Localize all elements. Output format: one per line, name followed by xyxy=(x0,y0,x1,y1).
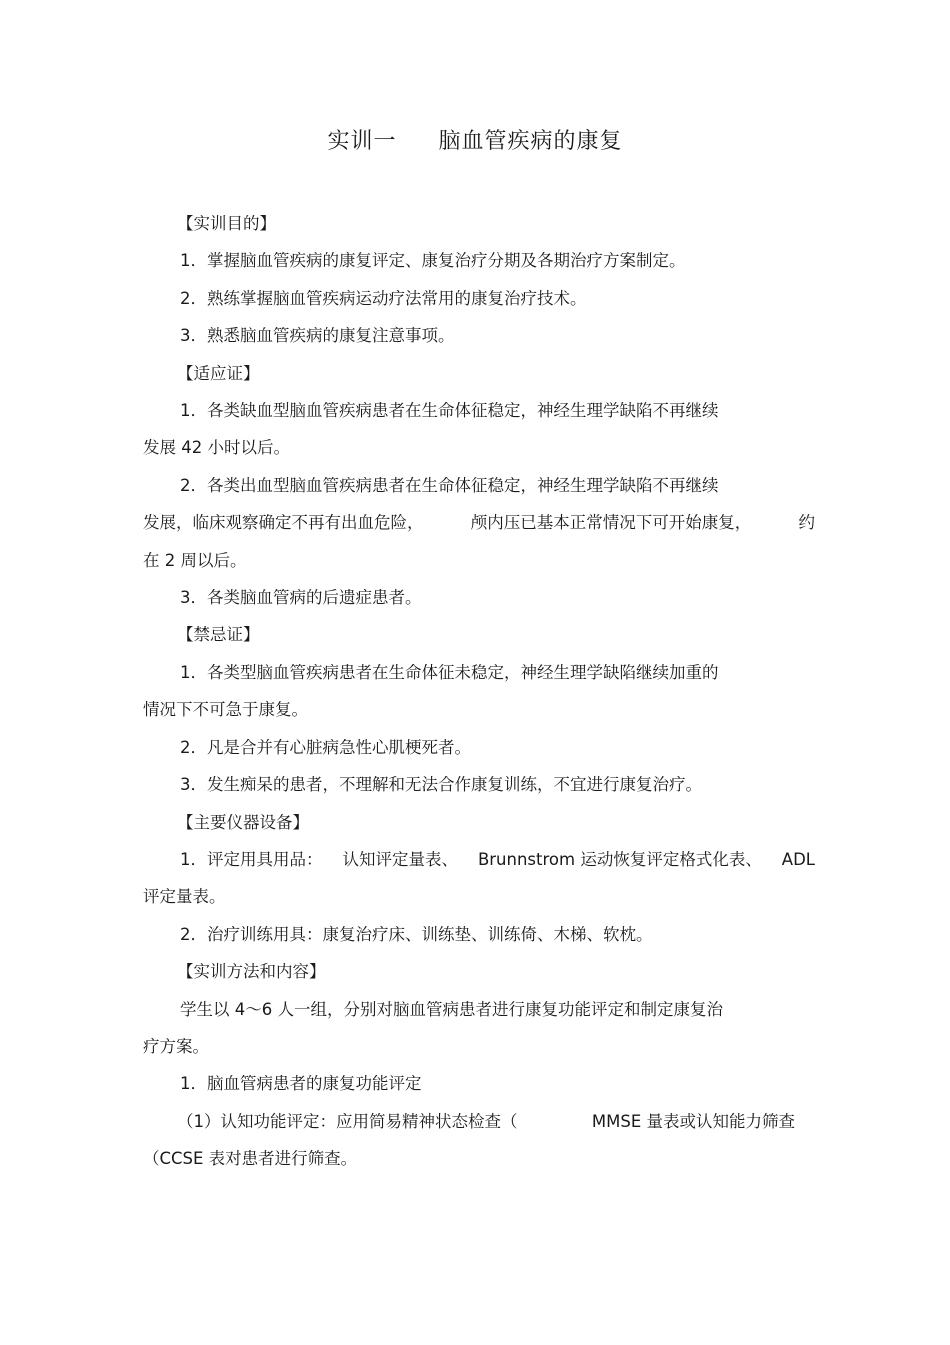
indication-item-1-line-1: 1．各类缺血型脑血管疾病患者在生命体征稳定，神经生理学缺陷不再继续 xyxy=(180,401,719,421)
contra-item-1-line-2: 情况下不可急于康复。 xyxy=(143,700,308,720)
method-item-1-1-line-2: （CCSE 表对患者进行筛查。 xyxy=(143,1149,358,1169)
indication-item-1-line-2: 发展 42 小时以后。 xyxy=(143,438,290,458)
document-body xyxy=(143,205,815,1178)
indication-item-2-line-2-part-1: 发展，临床观察确定不再有出血危险， xyxy=(143,513,424,533)
method-intro-line-1: 学生以 4～6 人一组，分别对脑血管病患者进行康复功能评定和制定康复治 xyxy=(180,999,723,1019)
title-part-2: 脑血管疾病的康复 xyxy=(438,129,623,154)
indication-item-2-line-3: 在 2 周以后。 xyxy=(143,550,247,570)
title-part-1: 实训一 xyxy=(327,129,397,154)
document-title xyxy=(0,124,950,155)
section-heading-equipment: 【主要仪器设备】 xyxy=(177,812,309,832)
equipment-item-1-part-3: Brunnstrom 运动恢复评定格式化表、 xyxy=(477,849,762,869)
indication-item-2-line-1: 2．各类出血型脑血管疾病患者在生命体征稳定，神经生理学缺陷不再继续 xyxy=(180,475,719,495)
contra-item-2: 2．凡是合并有心脏病急性心肌梗死者。 xyxy=(180,737,471,757)
contra-item-3: 3．发生痴呆的患者，不理解和无法合作康复训练，不宜进行康复治疗。 xyxy=(180,775,702,795)
equipment-item-1-part-2: 认知评定量表、 xyxy=(342,849,458,869)
indication-item-2-line-2-part-2: 颅内压已基本正常情况下可开始康复， xyxy=(470,513,752,533)
objective-item-3: 3．熟悉脑血管疾病的康复注意事项。 xyxy=(180,326,455,346)
section-heading-objective: 【实训目的】 xyxy=(177,214,276,233)
indication-item-3: 3．各类脑血管病的后遗症患者。 xyxy=(180,588,422,608)
equipment-item-1-part-4: ADL xyxy=(781,849,815,869)
method-item-1-1-part-1: （1）认知功能评定：应用简易精神状态检查（ xyxy=(177,1111,518,1131)
equipment-item-1-part-1: 1．评定用具用品： xyxy=(180,849,323,869)
method-intro-line-2: 疗方案。 xyxy=(143,1036,209,1056)
method-item-1-1-line-1 xyxy=(143,1103,815,1140)
contra-item-1-line-1: 1．各类型脑血管疾病患者在生命体征未稳定，神经生理学缺陷继续加重的 xyxy=(180,662,719,682)
section-heading-method: 【实训方法和内容】 xyxy=(177,962,326,982)
equipment-item-2: 2．治疗训练用具：康复治疗床、训练垫、训练倚、木梯、软枕。 xyxy=(180,924,653,944)
method-item-1-1-part-2: MMSE 量表或认知能力筛查 xyxy=(591,1111,795,1131)
objective-item-2: 2．熟练掌握脑血管疾病运动疗法常用的康复治疗技术。 xyxy=(180,288,587,308)
method-item-1: 1．脑血管病患者的康复功能评定 xyxy=(180,1074,422,1094)
section-heading-indication: 【适应证】 xyxy=(177,363,260,383)
section-heading-contraindication: 【禁忌证】 xyxy=(177,625,260,645)
objective-item-1: 1．掌握脑血管疾病的康复评定、康复治疗分期及各期治疗方案制定。 xyxy=(180,251,686,271)
equipment-item-1-line-2: 评定量表。 xyxy=(143,887,226,907)
indication-item-2-line-2-part-3: 约 xyxy=(798,513,815,533)
indication-item-2-line-2 xyxy=(143,504,815,541)
equipment-item-1-line-1 xyxy=(143,841,815,878)
